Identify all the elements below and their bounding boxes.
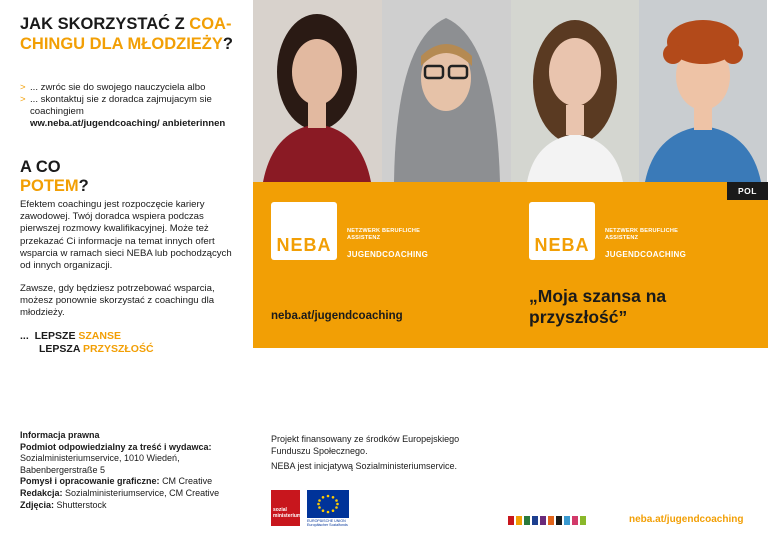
portrait-photo [639,0,768,182]
heading-what-next: A CO POTEM? [20,158,89,195]
neba-logo: NEBA [529,202,595,260]
logo-program: JUGENDCOACHING [347,250,429,259]
color-bar-segment [556,516,562,525]
eu-logo-caption: EUROPÄISCHE UNION Europäischer Sozialfonds [307,519,348,527]
color-bar-segment [508,516,514,525]
panel-website-link[interactable]: neba.at/jugendcoaching [271,310,403,322]
cover-quote: „Moja szansa na przyszłość” [529,286,667,327]
photo-strip [253,0,768,182]
logo-subtitle: NETZWERK BERUFLICHE ASSISTENZ [605,228,679,241]
color-bar-segment [532,516,538,525]
portrait-young-woman-dark-hair [253,0,382,182]
neba-logo: NEBA [271,202,337,260]
paragraph-outcome: Efektem coachingu jest rozpoczęcie kariery zawodowej. Twój doradca wspiera podczas pierwszej rozmowy kwalifikacyjnej. Może też przekazać Ci informacje na temat innych ofert wsparcia w ramach sieci NEBA lub pochodzących od innych organizacji. [20,199,232,272]
portrait-teen-gray-hoodie [382,0,511,182]
color-bar-segment [540,516,546,525]
paragraph-support: Zawsze, gdy będziesz potrzebować wsparcia, możesz ponownie skorzystać z coachingu dla młodzieży. [20,283,215,319]
logo-subtitle: NETZWERK BERUFLICHE ASSISTENZ [347,228,421,241]
color-bar-segment [516,516,522,525]
portrait-photo [511,0,640,182]
footer-website-link[interactable]: neba.at/jugendcoaching [629,514,744,525]
sozialministerium-logo: sozial ministerium [271,490,300,526]
slogan: ... LEPSZE SZANSE LEPSZA PRZYSZŁOŚĆ [20,330,154,355]
eu-stars-icon [307,490,349,518]
project-info: Projekt finansowany ze środków Europejskiego Funduszu Społecznego. NEBA jest inicjatywą Sozialministeriumservice. [271,434,460,472]
logo-program: JUGENDCOACHING [605,250,687,259]
portrait-young-woman-brown-hair [511,0,640,182]
color-bar-segment [564,516,570,525]
step-item: > ... zwróc sie do swojego nauczyciela albo [20,82,245,94]
portrait-photo [253,0,382,182]
legal-notice: Informacja prawna Podmiot odpowiedzialny za treść i wydawca: Sozialministeriumservice, 1010 Wiedeń, Babenbergerstraße 5 Pomysł i opracowanie graficzne: CM Creative Redakcja: Sozialministeriumservice, CM Creative Zdjęcia: Shutterstock [20,430,220,510]
cover-panel [253,182,768,348]
language-badge: POL [727,182,768,200]
step-item: > ... skontaktuj sie z doradca zajmujacym sie coachingiem [20,94,245,118]
color-bar [508,516,588,525]
portrait-photo [382,0,511,182]
heading-how-to-use: JAK SKORZYSTAĆ Z COA-CHINGU DLA MŁODZIEŻY? [20,15,233,53]
color-bar-segment [524,516,530,525]
eu-flag-logo [307,490,349,518]
color-bar-segment [580,516,586,525]
color-bar-segment [572,516,578,525]
coaching-providers-link[interactable]: ww.neba.at/jugendcoaching/ anbieterinnen [30,118,226,129]
color-bar-segment [548,516,554,525]
steps-list [20,82,245,130]
portrait-young-man-red-curly-hair [639,0,767,182]
